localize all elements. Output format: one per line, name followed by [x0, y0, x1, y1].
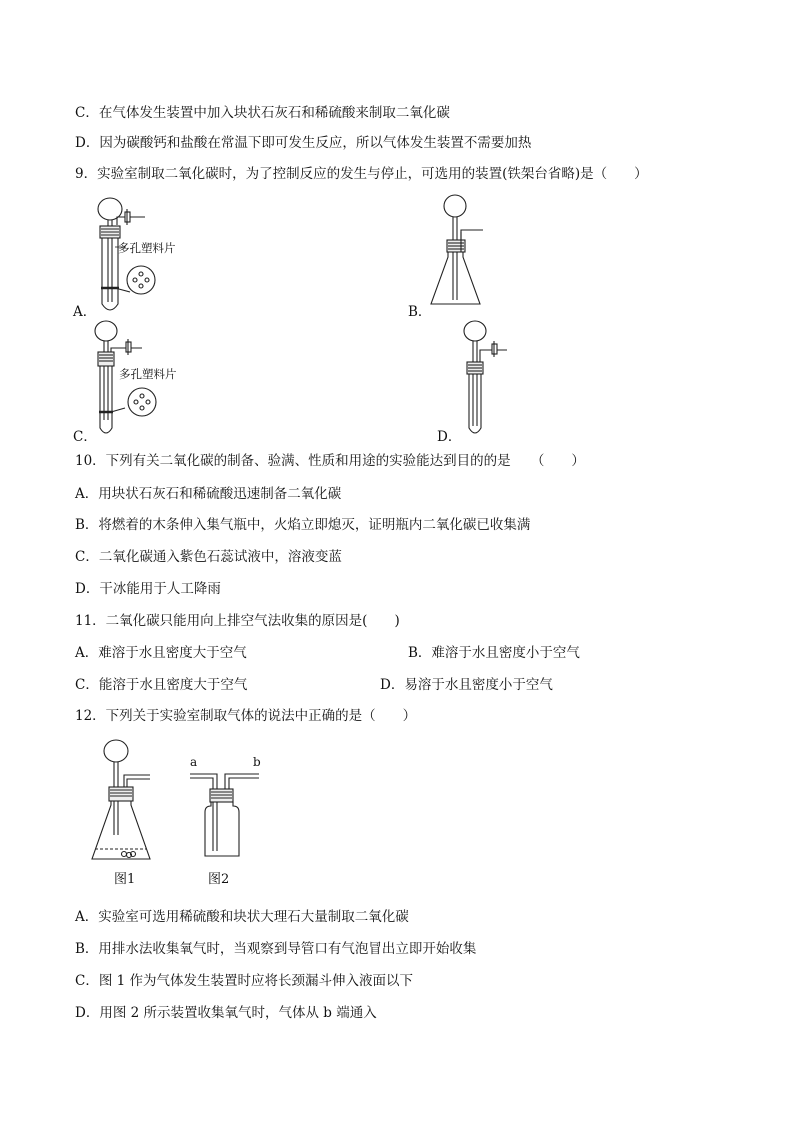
q12-option-b: B．用排水法收集氧气时，当观察到导管口有气泡冒出立即开始收集 [75, 941, 477, 957]
apparatus-c-drawing [70, 318, 210, 440]
q12-option-a: A．实验室可选用稀硫酸和块状大理石大量制取二氧化碳 [75, 909, 409, 925]
q12-option-c: C．图 1 作为气体发生装置时应将长颈漏斗伸入液面以下 [75, 973, 414, 989]
q8-option-c: C．在气体发生装置中加入块状石灰石和稀硫酸来制取二氧化碳 [75, 105, 450, 121]
q11-stem: 11．二氧化碳只能用向上排空气法收集的原因是( ) [75, 613, 400, 629]
perforated-plate-label-c: 多孔塑料片 [119, 367, 177, 381]
fig1-caption: 图1 [114, 872, 136, 887]
q12-stem: 12．下列关于实验室制取气体的说法中正确的是（ ） [75, 708, 417, 724]
q9-option-a-label: A． [73, 304, 97, 320]
q9-figure-b [425, 192, 515, 314]
q10-option-d: D．干冰能用于人工降雨 [75, 581, 221, 597]
q12-figure-1 [88, 735, 168, 895]
q12-figure-2 [185, 752, 265, 895]
q10-option-b: B．将燃着的木条伸入集气瓶中，火焰立即熄灭，证明瓶内二氧化碳已收集满 [75, 517, 531, 533]
q11-option-d: D．易溶于水且密度小于空气 [380, 677, 553, 693]
q9-figure-c [70, 318, 210, 440]
port-a-label: a [190, 755, 198, 769]
q10-option-c: C．二氧化碳通入紫色石蕊试液中，溶液变蓝 [75, 549, 342, 565]
q10-stem: 10．下列有关二氧化碳的制备、验满、性质和用途的实验能达到目的的是 （ ） [75, 453, 585, 469]
q11-option-a: A．难溶于水且密度大于空气 [75, 645, 247, 661]
apparatus-b-drawing [425, 192, 515, 314]
q9-option-b-label: B． [408, 304, 432, 320]
q9-option-d-label: D． [437, 429, 462, 445]
q9-figure-d [455, 318, 525, 440]
perforated-plate-label-a: 多孔塑料片 [118, 241, 176, 255]
q12-option-d: D．用图 2 所示装置收集氧气时，气体从 b 端通入 [75, 1005, 377, 1021]
apparatus-a-drawing [70, 192, 210, 317]
apparatus-fig2-drawing [185, 752, 265, 895]
q11-option-c: C．能溶于水且密度大于空气 [75, 677, 248, 693]
fig2-caption: 图2 [208, 872, 230, 887]
port-b-label: b [253, 755, 261, 769]
apparatus-fig1-drawing [88, 735, 168, 895]
q11-option-b: B．难溶于水且密度小于空气 [408, 645, 580, 661]
q9-stem: 9．实验室制取二氧化碳时，为了控制反应的发生与停止，可选用的装置(铁架台省略)是（ ） [75, 166, 648, 182]
apparatus-d-drawing [455, 318, 525, 440]
q10-option-a: A．用块状石灰石和稀硫酸迅速制备二氧化碳 [75, 486, 342, 502]
q9-figure-a [70, 192, 210, 317]
q8-option-d: D．因为碳酸钙和盐酸在常温下即可发生反应，所以气体发生装置不需要加热 [75, 135, 532, 151]
q9-option-c-label: C． [73, 429, 97, 445]
